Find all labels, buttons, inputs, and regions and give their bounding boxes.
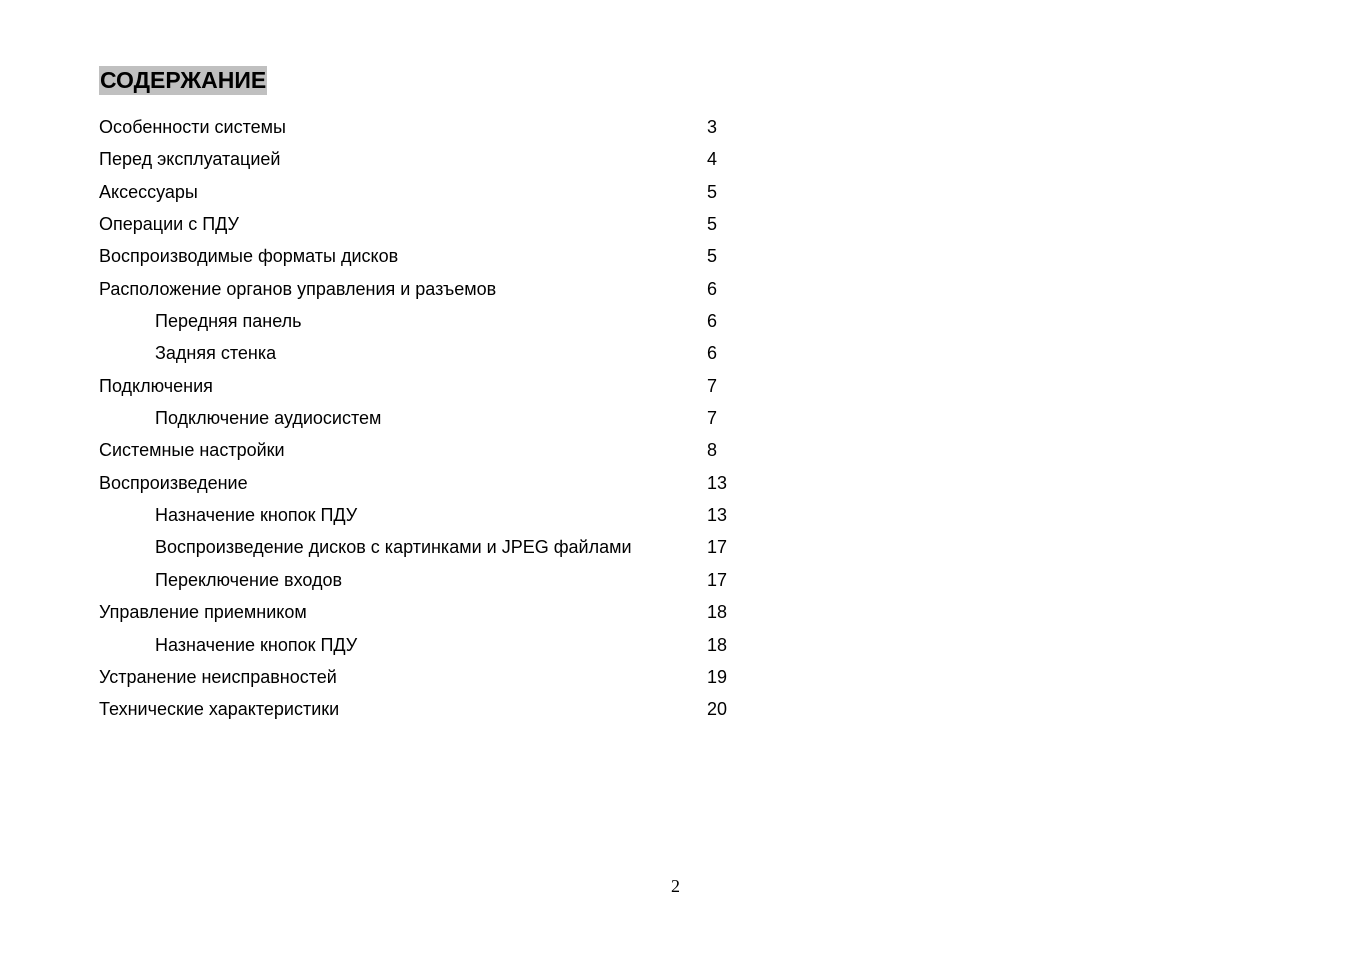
toc-entry[interactable] xyxy=(99,273,759,305)
toc-entry-page: 17 xyxy=(707,569,728,590)
toc-entry[interactable] xyxy=(99,434,759,466)
toc-entry-title: Управление приемником xyxy=(99,602,307,623)
toc-entry-page: 3 xyxy=(707,117,718,137)
toc-entry-title: Воспроизводимые форматы дисков xyxy=(99,246,399,267)
toc-entry-title: Аксессуары xyxy=(99,181,198,202)
toc-entry[interactable] xyxy=(99,176,759,208)
toc-entry-page: 7 xyxy=(707,408,718,429)
toc-entry-page: 5 xyxy=(707,214,718,235)
toc-entry-page: 19 xyxy=(707,666,728,687)
toc-entry-title: Перед эксплуатацией xyxy=(99,149,281,170)
toc-entry-title: Расположение органов управления и разъемов xyxy=(99,278,497,299)
toc-entry-page: 20 xyxy=(707,699,728,720)
toc-entry-page: 8 xyxy=(707,440,718,461)
toc-entry-page: 13 xyxy=(707,505,728,526)
toc-entry-title: Задняя стенка xyxy=(155,343,277,364)
toc-entry-title: Назначение кнопок ПДУ xyxy=(155,634,358,655)
toc-entry-title: Передняя панель xyxy=(155,311,302,332)
toc-entry-page: 4 xyxy=(707,149,718,170)
toc-entry[interactable] xyxy=(99,111,759,143)
toc-entry[interactable] xyxy=(99,208,759,240)
toc-entry[interactable] xyxy=(99,596,759,628)
toc-subentry[interactable] xyxy=(99,564,759,596)
table-of-contents xyxy=(99,111,759,726)
toc-entry[interactable] xyxy=(99,467,759,499)
toc-entry-page: 6 xyxy=(707,343,718,364)
toc-entry-title: Операции с ПДУ xyxy=(99,214,239,235)
toc-entry-page: 5 xyxy=(707,181,718,202)
page-title: СОДЕРЖАНИЕ xyxy=(100,67,267,93)
toc-entry-title: Воспроизведение xyxy=(99,472,248,493)
toc-entry-page: 6 xyxy=(707,278,718,299)
toc-entry-page: 17 xyxy=(707,537,728,558)
toc-entry-title: Воспроизведение дисков с картинками и JPEG файлами xyxy=(155,537,632,558)
toc-subentry[interactable] xyxy=(99,499,759,531)
toc-entry-page: 7 xyxy=(707,375,718,396)
toc-entry-page: 6 xyxy=(707,311,718,332)
toc-entry[interactable] xyxy=(99,661,759,693)
page-number: 2 xyxy=(671,876,680,896)
toc-subentry[interactable] xyxy=(99,531,759,563)
toc-entry[interactable] xyxy=(99,143,759,175)
toc-subentry[interactable] xyxy=(99,402,759,434)
toc-entry-title: Технические характеристики xyxy=(99,699,340,720)
toc-entry[interactable] xyxy=(99,693,759,725)
toc-entry-title: Подключение аудиосистем xyxy=(155,408,382,429)
toc-entry-page: 18 xyxy=(707,602,728,623)
toc-subentry[interactable] xyxy=(99,337,759,369)
toc-entry-page: 18 xyxy=(707,634,728,655)
toc-entry-title: Переключение входов xyxy=(155,569,343,590)
toc-entry[interactable] xyxy=(99,370,759,402)
toc-entry-page: 5 xyxy=(707,246,718,267)
toc-entry-title: Подключения xyxy=(99,375,213,396)
toc-subentry[interactable] xyxy=(99,305,759,337)
toc-entry-title: Устранение неисправностей xyxy=(99,666,337,687)
toc-entry-page: 13 xyxy=(707,472,728,493)
toc-subentry[interactable] xyxy=(99,629,759,661)
toc-entry-title: Особенности системы xyxy=(99,117,286,137)
toc-entry-title: Системные настройки xyxy=(99,440,285,461)
toc-entry-title: Назначение кнопок ПДУ xyxy=(155,505,358,526)
toc-entry[interactable] xyxy=(99,240,759,272)
